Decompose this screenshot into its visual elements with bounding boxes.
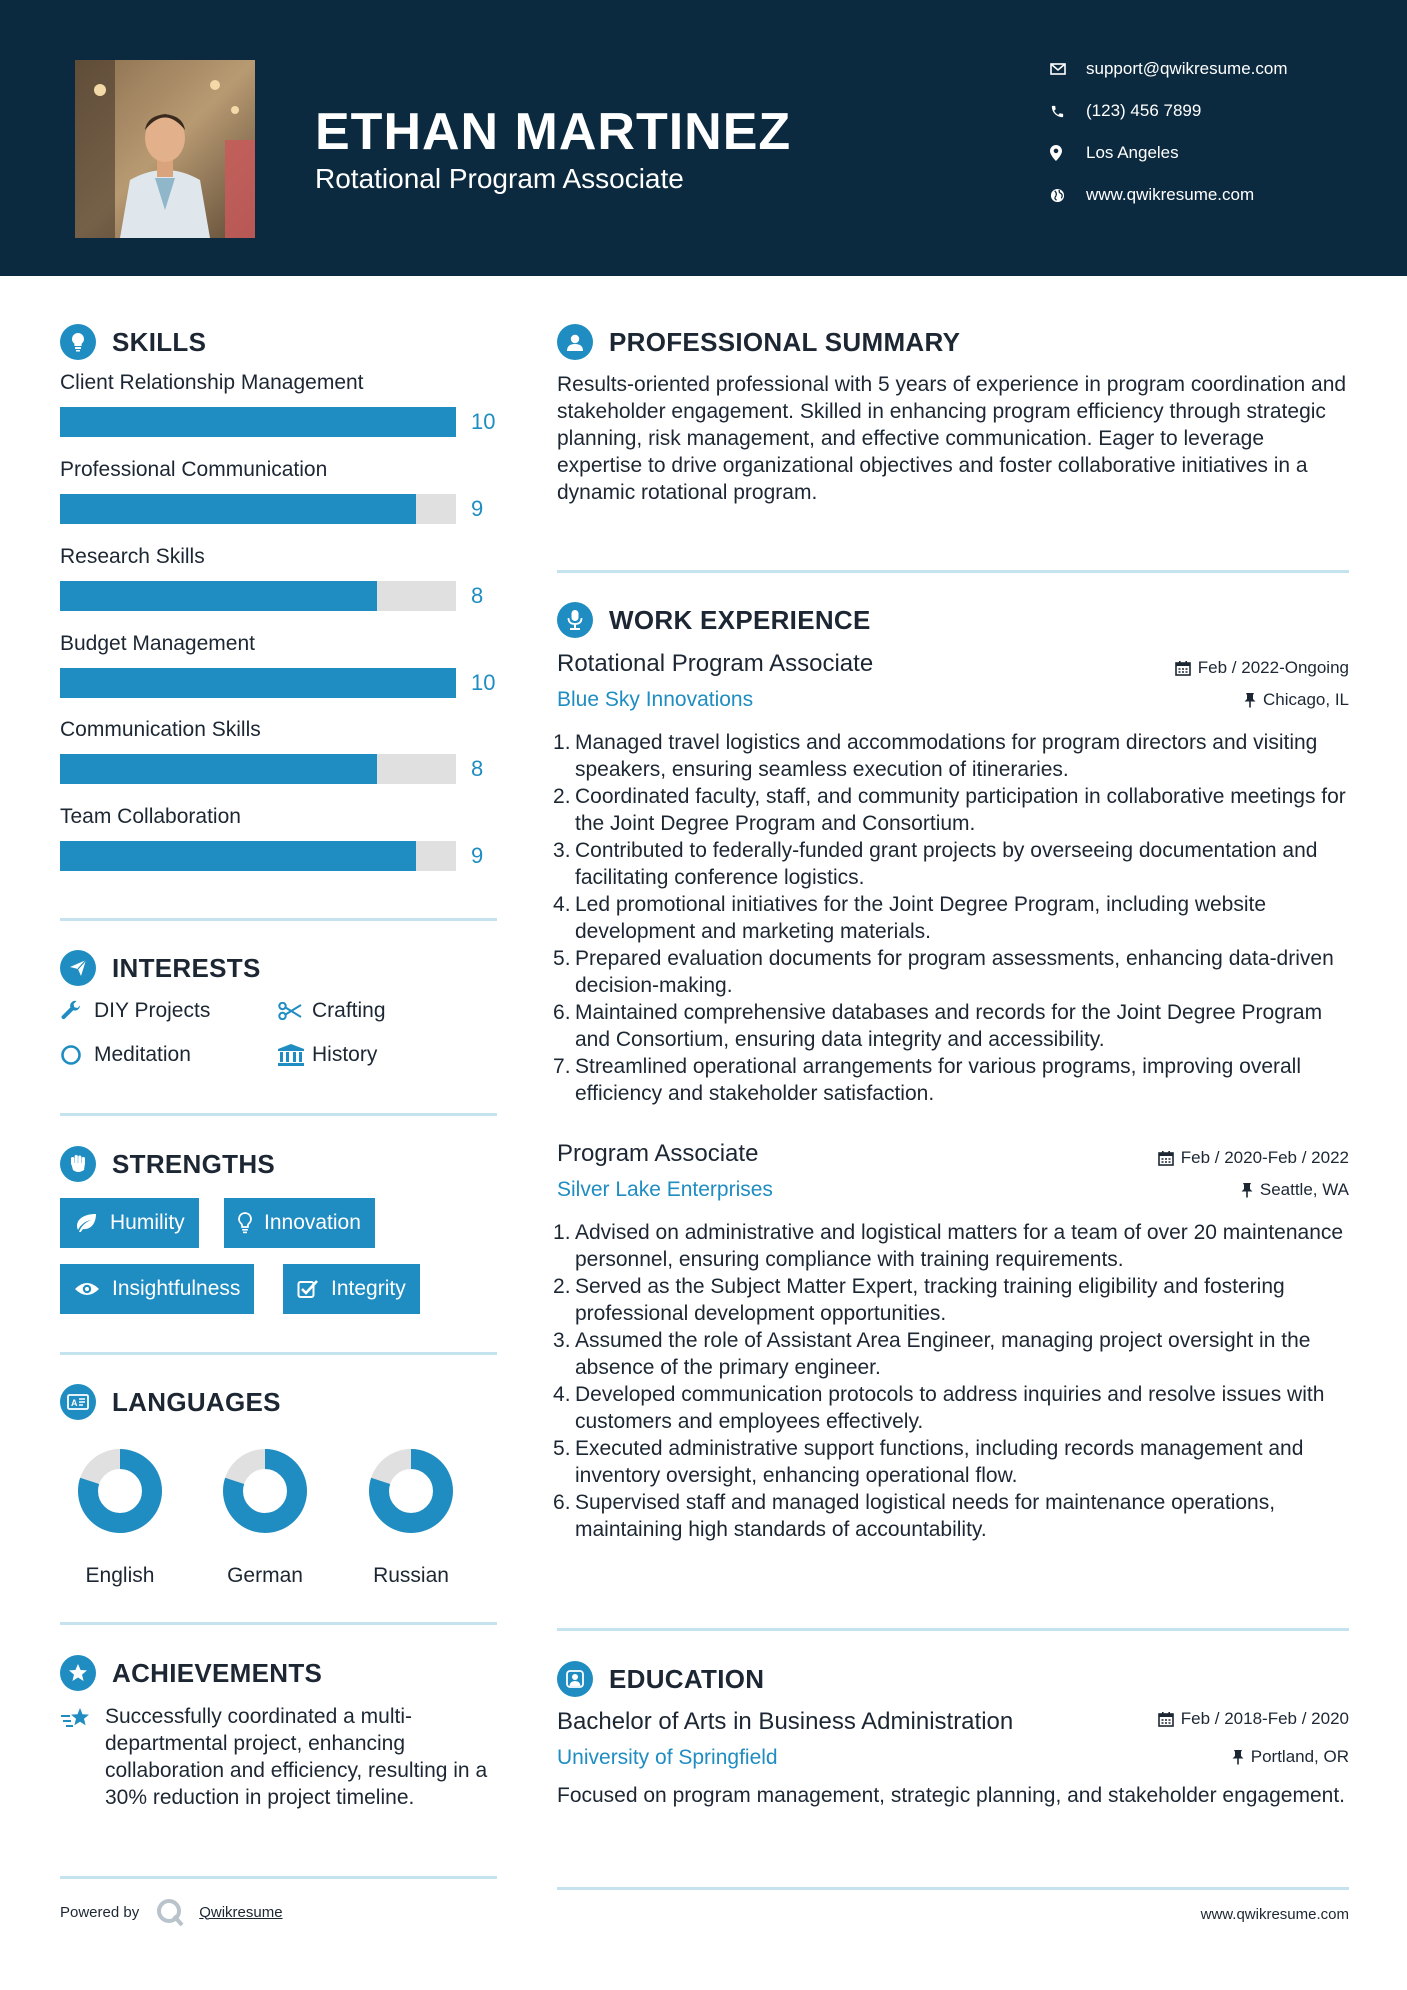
list-item: Developed communication protocols to address inquiries and resolve issues with customers and employees effectively.: [575, 1383, 1325, 1433]
interest-item: [278, 1041, 377, 1069]
education-dates-text: Feb / 2018-Feb / 2020: [1180, 1709, 1349, 1728]
contact-website-text: www.qwikresume.com: [1086, 185, 1255, 204]
skill-bar: [60, 407, 456, 437]
resume-header: [0, 0, 1407, 276]
shooting-star-icon: [60, 1706, 92, 1737]
language-item: [341, 1445, 481, 1588]
achievement-text: Successfully coordinated a multi-departmental project, enhancing collaboration and efficiency, resulting in a 30% reduction in project timeline.: [105, 1705, 488, 1809]
strengths-title: STRENGTHS: [112, 1148, 276, 1179]
language-label: Russian: [373, 1564, 449, 1587]
job-company: Silver Lake Enterprises: [557, 1178, 773, 1201]
skills-title: SKILLS: [112, 326, 207, 357]
skill-bar: [60, 754, 456, 784]
list-item: Prepared evaluation documents for program assessments, enhancing data-driven decision-making.: [575, 947, 1334, 997]
skill-label: Research Skills: [60, 545, 205, 568]
achievements-title: ACHIEVEMENTS: [112, 1657, 323, 1688]
achievements-heading: [60, 1653, 322, 1693]
skill-bar-fill: [60, 494, 416, 524]
strength-label: Insightfulness: [112, 1277, 241, 1300]
section-divider: [557, 1628, 1349, 1631]
interest-item: [60, 1041, 191, 1069]
footer-website-link[interactable]: www.qwikresume.com: [1200, 1906, 1349, 1923]
skill-score: 10: [471, 670, 496, 695]
pushpin-icon: [1244, 692, 1256, 708]
experience-heading: [557, 600, 871, 640]
pushpin-icon: [1232, 1749, 1244, 1765]
strength-tag: [283, 1264, 420, 1314]
list-item: Streamlined operational arrangements for various programs, improving overall efficiency and stakeholder satisfaction.: [575, 1055, 1302, 1105]
section-divider: [60, 918, 497, 921]
skill-bar-fill: [60, 581, 377, 611]
skill-score: 9: [471, 843, 484, 868]
job-location-text: Seattle, WA: [1259, 1180, 1349, 1199]
list-item: Led promotional initiatives for the Joint Degree Program, including website development and marketing materials.: [575, 893, 1267, 943]
contact-phone-text: (123) 456 7899: [1086, 101, 1202, 120]
skill-bar-fill: [60, 841, 416, 871]
skill-label: Client Relationship Management: [60, 371, 364, 394]
list-item: Managed travel logistics and accommodations for program directors and visiting speakers, ensuring seamless execution of itineraries.: [575, 731, 1318, 781]
skill-bar: [60, 668, 456, 698]
language-item: [50, 1445, 190, 1588]
phone-icon: [1050, 104, 1086, 119]
job-location: [1241, 1180, 1349, 1200]
job-dates-text: Feb / 2020-Feb / 2022: [1180, 1148, 1349, 1167]
lightbulb-icon: [60, 324, 96, 360]
skill-score: 10: [471, 409, 496, 434]
job-duties-list: [557, 729, 1347, 1107]
graduate-icon: [557, 1661, 593, 1697]
skill-bar: [60, 494, 456, 524]
job-location: [1244, 690, 1349, 710]
skill-bar-fill: [60, 668, 456, 698]
location-pin-icon: [1050, 145, 1086, 161]
list-item: Maintained comprehensive databases and records for the Joint Degree Program and Consortium, ensuring data integrity and accessibility.: [575, 1001, 1323, 1051]
strength-tag: [224, 1198, 375, 1248]
skill-bar: [60, 841, 456, 871]
job-dates: [1175, 658, 1349, 678]
skill-bar-fill: [60, 754, 377, 784]
skill-bar: [60, 581, 456, 611]
skill-score: 8: [471, 756, 484, 781]
paper-plane-icon: [60, 950, 96, 986]
strength-label: Innovation: [264, 1211, 361, 1234]
language-level-ring: [365, 1445, 457, 1537]
skill-bar-fill: [60, 407, 456, 437]
check-square-icon: [297, 1279, 319, 1299]
summary-heading: [557, 322, 960, 362]
interest-item: [278, 997, 386, 1025]
degree-title: Bachelor of Arts in Business Administration: [557, 1708, 1014, 1735]
summary-title: PROFESSIONAL SUMMARY: [609, 326, 961, 357]
interest-label: DIY Projects: [94, 999, 211, 1022]
job-dates-text: Feb / 2022-Ongoing: [1197, 658, 1349, 677]
education-heading: [557, 1659, 764, 1699]
education-dates: [1158, 1709, 1349, 1729]
globe-icon: [1050, 188, 1086, 203]
calendar-icon: [1158, 1711, 1174, 1727]
skill-label: Budget Management: [60, 632, 255, 655]
section-divider: [557, 1887, 1349, 1890]
languages-heading: [60, 1382, 281, 1422]
list-item: Coordinated faculty, staff, and community participation in collaborative meetings for the Joint Degree Program and Consortium.: [575, 785, 1346, 835]
contact-email[interactable]: [1050, 54, 1350, 84]
strength-tag: [60, 1198, 199, 1248]
section-divider: [557, 570, 1349, 573]
list-item: Executed administrative support functions, including records management and inventory oversight, enhancing operational flow.: [575, 1437, 1304, 1487]
contact-location-text: Los Angeles: [1086, 143, 1179, 162]
user-icon: [557, 324, 593, 360]
language-label: English: [85, 1564, 155, 1587]
contact-website[interactable]: [1050, 180, 1350, 210]
job-company: Blue Sky Innovations: [557, 688, 754, 711]
pushpin-icon: [1241, 1182, 1253, 1198]
qwikresume-logo-icon: [155, 1897, 185, 1927]
calendar-icon: [1175, 660, 1191, 676]
job-title: Rotational Program Associate: [557, 650, 874, 677]
email-icon: [1050, 63, 1086, 75]
interest-item: [60, 997, 210, 1025]
summary-text: Results-oriented professional with 5 years of experience in program coordination and stakeholder engagement. Skilled in enhancing program efficiency through strategic planning, risk management, and effective communication. Eager to leverage expertise to drive organizational objectives and foster collaborative initiatives in a dynamic rotational program.: [557, 373, 1347, 504]
interests-heading: [60, 948, 261, 988]
contact-email-text: support@qwikresume.com: [1086, 59, 1288, 78]
footer-powered-by: [60, 1897, 283, 1927]
language-level-ring: [74, 1445, 166, 1537]
interest-label: Crafting: [312, 999, 386, 1022]
star-badge-icon: [60, 1655, 96, 1691]
skill-label: Professional Communication: [60, 458, 328, 481]
job-title: Program Associate: [557, 1140, 759, 1167]
museum-icon: [278, 1044, 312, 1066]
language-item: [195, 1445, 335, 1588]
interest-label: History: [312, 1043, 378, 1066]
skill-score: 9: [471, 496, 484, 521]
contact-location: [1050, 138, 1350, 168]
skills-heading: [60, 322, 206, 362]
leaf-icon: [74, 1213, 98, 1233]
skill-label: Team Collaboration: [60, 805, 241, 828]
section-divider: [60, 1352, 497, 1355]
job-duties-list: [557, 1219, 1347, 1543]
interests-title: INTERESTS: [112, 952, 261, 983]
language-label: German: [227, 1564, 303, 1587]
calendar-icon: [1158, 1150, 1174, 1166]
interest-label: Meditation: [94, 1043, 191, 1066]
strengths-heading: [60, 1144, 275, 1184]
school-name: University of Springfield: [557, 1746, 778, 1769]
circle-icon: [60, 1044, 94, 1066]
education-location-text: Portland, OR: [1250, 1747, 1349, 1766]
candidate-role: Rotational Program Associate: [315, 163, 684, 194]
list-item: Served as the Subject Matter Expert, tracking training eligibility and fostering professional development opportunities.: [575, 1275, 1285, 1325]
language-level-ring: [219, 1445, 311, 1537]
qwikresume-link[interactable]: Qwikresume: [199, 1903, 283, 1921]
scissors-icon: [278, 1002, 312, 1020]
list-item: Contributed to federally-funded grant projects by overseeing documentation and facilitating conference logistics.: [575, 839, 1318, 889]
svg-text:A: A: [71, 1398, 78, 1408]
strength-tag: [60, 1264, 254, 1314]
strength-label: Humility: [110, 1211, 185, 1234]
profile-photo-image: [75, 60, 255, 238]
education-text: Focused on program management, strategic planning, and stakeholder engagement.: [557, 1784, 1345, 1807]
section-divider: [60, 1876, 497, 1879]
candidate-name: ETHAN MARTINEZ: [315, 103, 792, 161]
language-card-icon: [60, 1384, 96, 1420]
list-item: Assumed the role of Assistant Area Engineer, managing project oversight in the absence of the primary engineer.: [575, 1329, 1311, 1379]
education-location: [1232, 1747, 1349, 1767]
languages-title: LANGUAGES: [112, 1386, 281, 1417]
section-divider: [60, 1113, 497, 1116]
profile-photo: [75, 60, 255, 238]
contact-phone[interactable]: [1050, 96, 1350, 126]
fist-icon: [60, 1146, 96, 1182]
section-divider: [60, 1622, 497, 1625]
wrench-icon: [60, 1000, 94, 1022]
microphone-icon: [557, 602, 593, 638]
experience-title: WORK EXPERIENCE: [609, 604, 871, 635]
skill-label: Communication Skills: [60, 718, 261, 741]
list-item: Advised on administrative and logistical matters for a team of over 20 maintenance personnel, ensuring compliance with training requirements.: [575, 1221, 1344, 1271]
lightbulb-icon: [238, 1212, 252, 1234]
education-title: EDUCATION: [609, 1663, 765, 1694]
strength-label: Integrity: [331, 1277, 406, 1300]
powered-by-label: Powered by: [60, 1903, 140, 1921]
eye-icon: [74, 1281, 100, 1297]
job-location-text: Chicago, IL: [1263, 690, 1349, 709]
job-dates: [1158, 1148, 1349, 1168]
list-item: Supervised staff and managed logistical needs for maintenance operations, maintaining high standards of accountability.: [575, 1491, 1276, 1541]
skill-score: 8: [471, 583, 484, 608]
